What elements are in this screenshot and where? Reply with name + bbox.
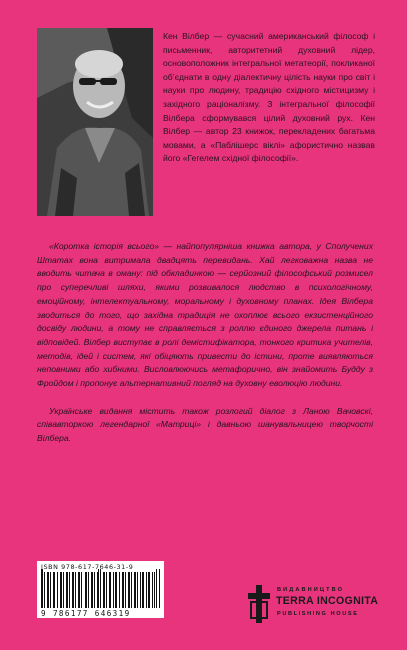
- barcode-stripe: [116, 572, 117, 608]
- isbn-number: ISBN 978-617-7646-31-9: [41, 563, 134, 571]
- barcode-stripe: [159, 569, 160, 608]
- barcode-stripe: [131, 572, 132, 608]
- ean-number: 9 786177 646319: [41, 609, 131, 618]
- author-photo: [37, 28, 153, 216]
- barcode-stripe: [75, 572, 76, 608]
- barcode-stripe: [54, 572, 55, 608]
- barcode-stripe: [57, 572, 58, 608]
- publisher-logo: [248, 585, 378, 625]
- publisher-subtitle: PUBLISHING HOUSE: [277, 611, 359, 617]
- barcode-stripe: [110, 572, 111, 608]
- publisher-name: TERRA INCOGNITA: [276, 595, 379, 607]
- isbn-barcode: [37, 561, 164, 618]
- description-paragraph: «Коротка історія всього» — найпопулярніша книжка автора, у Сполучених Штатах вона витримала двадцять перевидань. Хай легковажна назва не вводить читача в оману: під обкладинкою — серйозний філософський розмисел про суперечливі шляхи, якими розвивалося людство в психологічному, емоційному, інтелектуальному, моральному і духовному планах. Ідея Вілбера зводиться до того, що західна традиція не охоплює всього екзистенційного досвіду людини, а тому не справляється з роллю єдиного джерела питань і відповідей. Вілбер виступає в ролі деміcтифікатора, тонкого критика учителів, методів, ідей і систем, які обіцяють привести до істини, проте виявляються неповними або хибними. Висловлюючись метафорично, він знайомить Будду з Фройдом і пропонує альтернативний погляд на духовну еволюцію людини.: [37, 241, 373, 389]
- author-bio: Кен Вілбер — сучасний американський філософ і письменник, авторитетний духовний лідер, основоположник інтегральної метатеорії, покликаної об’єднати в одну діалектичну цілість науки про світ і науки про людину, традицію східного містицизму і західного раціоналізму. З інтегральної філософії Вілбера сформувався цілий духовний рух. Кен Вілбер — автор 23 книжок, перекладених багатьма мовами, а «Паблішерс віклі» афористично назвав його «Гегелем східної філософії».: [163, 31, 375, 164]
- book-description: [37, 240, 373, 446]
- barcode-stripe: [92, 572, 93, 608]
- barcode-stripe: [50, 572, 51, 608]
- publisher-label: ВИДАВНИЦТВО: [277, 587, 345, 593]
- barcode-stripe: [81, 572, 82, 608]
- cross-in-square-icon: [248, 585, 270, 623]
- barcode-stripe: [69, 572, 70, 608]
- author-portrait-image: [37, 28, 153, 216]
- barcode-bars: [41, 572, 160, 608]
- description-paragraph: Українське видання містить також розлогий діалог з Ланою Вачовскі, співавторкою легендарної «Матриці» і давньою шанувальницею творчості Вілбера.: [37, 405, 373, 444]
- barcode-stripe: [123, 572, 124, 608]
- barcode-stripe: [44, 572, 45, 608]
